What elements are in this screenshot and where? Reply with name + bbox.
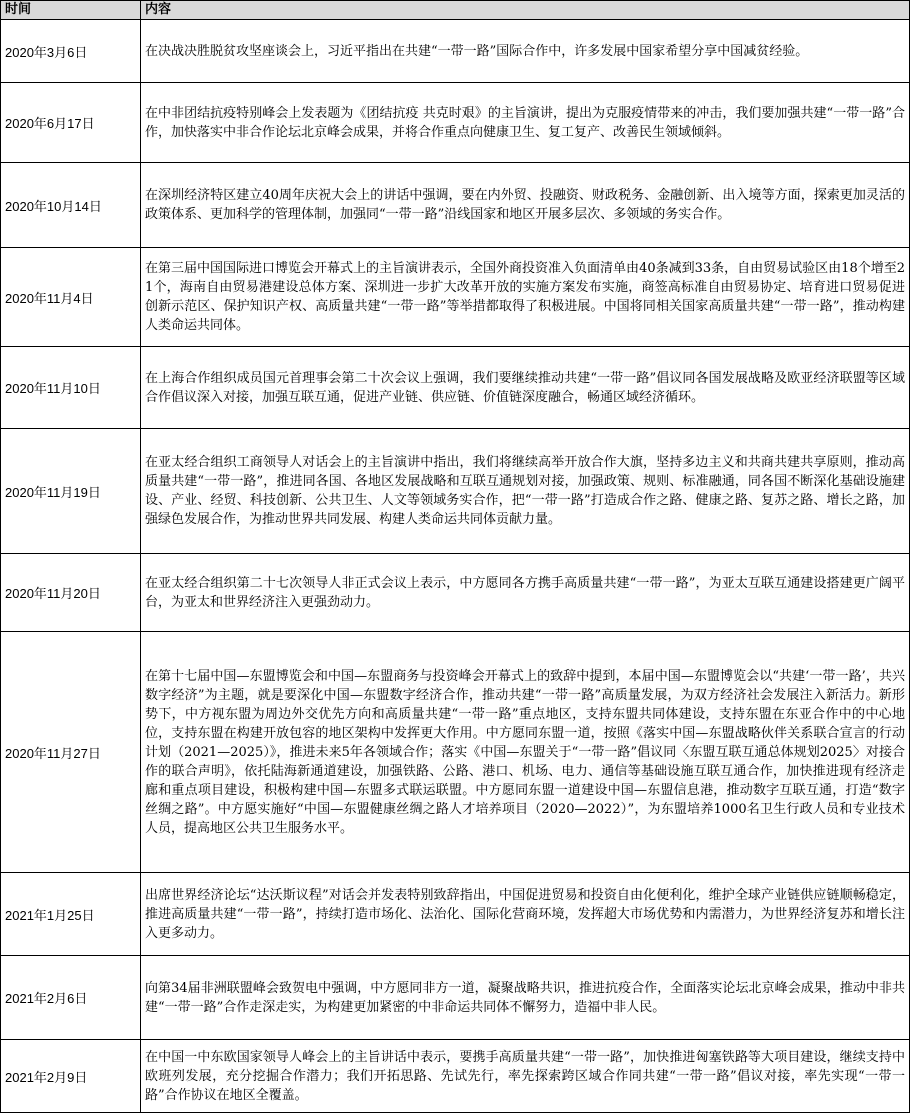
table-row bbox=[1, 248, 910, 347]
row-date: 2020年11月27日 bbox=[1, 632, 141, 873]
row-date: 2020年3月6日 bbox=[1, 20, 141, 83]
header-date: 时间 bbox=[1, 1, 141, 20]
header-content: 内容 bbox=[141, 1, 910, 20]
row-content: 在中非团结抗疫特别峰会上发表题为《团结抗疫 共克时艰》的主旨演讲，提出为克服疫情带来的冲击，我们要加强共建“一带一路”合作，加快落实中非合作论坛北京峰会成果，并将合作重点向健康卫生、复工复产、改善民生领域倾斜。 bbox=[141, 83, 910, 163]
row-content: 在决战决胜脱贫攻坚座谈会上，习近平指出在共建“一带一路”国际合作中，许多发展中国家希望分享中国减贫经验。 bbox=[141, 20, 910, 83]
table-row bbox=[1, 554, 910, 632]
row-content: 在第十七届中国—东盟博览会和中国—东盟商务与投资峰会开幕式上的致辞中提到，本届中国—东盟博览会以“共建‘一带一路’，共兴数字经济”为主题，就是要深化中国—东盟数字经济合作，推动共建“一带一路”高质量发展，为双方经济社会发展注入新活力。新形势下，中方视东盟为周边外交优先方向和高质量共建“一带一路”重点地区，支持东盟共同体建设，支持东盟在东亚合作中的中心地位，支持东盟在构建开放包容的地区架构中发挥更大作用。中方愿同东盟一道，按照《落实中国—东盟战略伙伴关系联合宣言的行动计划（2021—2025）》，推进未来5年各领域合作；落实《中国—东盟关于“一带一路”倡议同〈东盟互联互通总体规划2025〉对接合作的联合声明》，依托陆海新通道建设，加强铁路、公路、港口、机场、电力、通信等基础设施互联互通合作，加快推进现有经济走廊和重点项目建设，积极构建中国—东盟多式联运联盟。中方愿同东盟一道建设中国—东盟信息港，推动数字互联互通，打造“数字丝绸之路”。中方愿实施好“中国—东盟健康丝绸之路人才培养项目（2020—2022）”，为东盟培养1000名卫生行政人员和专业技术人员，提高地区公共卫生服务水平。 bbox=[141, 632, 910, 873]
row-content: 在深圳经济特区建立40周年庆祝大会上的讲话中强调，要在内外贸、投融资、财政税务、金融创新、出入境等方面，探索更加灵活的政策体系、更加科学的管理体制，加强同“一带一路”沿线国家和地区开展多层次、多领域的务实合作。 bbox=[141, 163, 910, 248]
row-date: 2020年11月20日 bbox=[1, 554, 141, 632]
row-content: 出席世界经济论坛“达沃斯议程”对话会并发表特别致辞指出，中国促进贸易和投资自由化便利化，维护全球产业链供应链顺畅稳定，推进高质量共建“一带一路”，持续打造市场化、法治化、国际化营商环境，发挥超大市场优势和内需潜力，为世界经济复苏和增长注入更多动力。 bbox=[141, 873, 910, 956]
row-date: 2020年11月4日 bbox=[1, 248, 141, 347]
table-row bbox=[1, 83, 910, 163]
table-row bbox=[1, 20, 910, 83]
row-content: 在第三届中国国际进口博览会开幕式上的主旨演讲表示，全国外商投资准入负面清单由40条减到33条，自由贸易试验区由18个增至21个，海南自由贸易港建设总体方案、深圳进一步扩大改革开放的实施方案发布实施，商签高标准自由贸易协定、培育进口贸易促进创新示范区、保护知识产权、高质量共建“一带一路”等举措都取得了积极进展。中国将同相关国家高质量共建“一带一路”，推动构建人类命运共同体。 bbox=[141, 248, 910, 347]
table-row bbox=[1, 1040, 910, 1113]
row-date: 2020年11月10日 bbox=[1, 347, 141, 429]
row-date: 2021年2月6日 bbox=[1, 956, 141, 1040]
row-date: 2021年1月25日 bbox=[1, 873, 141, 956]
row-content: 在亚太经合组织工商领导人对话会上的主旨演讲中指出，我们将继续高举开放合作大旗，坚持多边主义和共商共建共享原则，推动高质量共建“一带一路”，推进同各国、各地区发展战略和互联互通规划对接，加强政策、规则、标准融通，同各国不断深化基础设施建设、产业、经贸、科技创新、公共卫生、人文等领域务实合作，把“一带一路”打造成合作之路、健康之路、复苏之路、增长之路，加强绿色发展合作，为推动世界共同发展、构建人类命运共同体贡献力量。 bbox=[141, 429, 910, 554]
row-date: 2021年2月9日 bbox=[1, 1040, 141, 1113]
row-date: 2020年6月17日 bbox=[1, 83, 141, 163]
table-row bbox=[1, 163, 910, 248]
row-content: 在上海合作组织成员国元首理事会第二十次会议上强调，我们要继续推动共建“一带一路”倡议同各国发展战略及欧亚经济联盟等区域合作倡议深入对接，加强互联互通，促进产业链、供应链、价值链深度融合，畅通区域经济循环。 bbox=[141, 347, 910, 429]
row-content: 向第34届非洲联盟峰会致贺电中强调，中方愿同非方一道，凝聚战略共识，推进抗疫合作，全面落实论坛北京峰会成果，推动中非共建“一带一路”合作走深走实，为构建更加紧密的中非命运共同体不懈努力，造福中非人民。 bbox=[141, 956, 910, 1040]
header-row bbox=[1, 1, 910, 20]
table-row bbox=[1, 956, 910, 1040]
row-content: 在中国一中东欧国家领导人峰会上的主旨讲话中表示，要携手高质量共建“一带一路”，加快推进匈塞铁路等大项目建设，继续支持中欧班列发展，充分挖掘合作潜力；我们开拓思路、先试先行，率先探索跨区域合作同共建“一带一路”倡议对接，率先实现“一带一路”合作协议在地区全覆盖。 bbox=[141, 1040, 910, 1113]
table-row bbox=[1, 429, 910, 554]
table-row bbox=[1, 347, 910, 429]
table-row bbox=[1, 873, 910, 956]
table-row bbox=[1, 632, 910, 873]
row-date: 2020年10月14日 bbox=[1, 163, 141, 248]
row-date: 2020年11月19日 bbox=[1, 429, 141, 554]
row-content: 在亚太经合组织第二十七次领导人非正式会议上表示，中方愿同各方携手高质量共建“一带一路”，为亚太互联互通建设搭建更广阔平台，为亚太和世界经济注入更强劲动力。 bbox=[141, 554, 910, 632]
